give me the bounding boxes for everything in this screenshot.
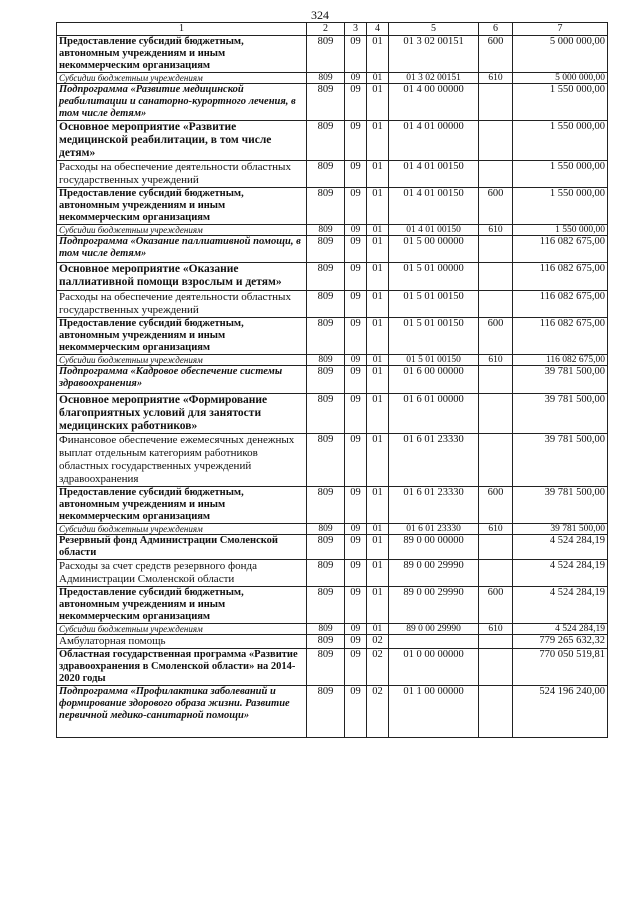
subsection-code: 01 [367, 560, 389, 587]
subsection-code: 01 [367, 188, 389, 225]
admin-code: 809 [307, 524, 345, 535]
expense-type-code: 600 [479, 487, 513, 524]
subsection-code: 02 [367, 635, 389, 649]
admin-code: 809 [307, 355, 345, 366]
section-code: 09 [345, 635, 367, 649]
admin-code: 809 [307, 225, 345, 236]
expense-type-code [479, 291, 513, 318]
subsection-code: 01 [367, 587, 389, 624]
table-row [57, 394, 608, 434]
amount: 4 524 284,19 [513, 560, 608, 587]
amount: 39 781 500,00 [513, 487, 608, 524]
subsection-code: 01 [367, 524, 389, 535]
row-name: Финансовое обеспечение ежемесячных денежных выплат отдельным категориям работников областных государственных учреждений здравоохранения [57, 434, 307, 487]
column-header: 5 [389, 23, 479, 36]
target-article-code: 01 5 01 00150 [389, 291, 479, 318]
target-article-code: 89 0 00 29990 [389, 587, 479, 624]
subsection-code: 01 [367, 84, 389, 121]
amount: 4 524 284,19 [513, 624, 608, 635]
table-row [57, 366, 608, 394]
amount: 116 082 675,00 [513, 291, 608, 318]
section-code: 09 [345, 686, 367, 738]
table-row [57, 624, 608, 635]
subsection-code: 01 [367, 73, 389, 84]
subsection-code: 01 [367, 236, 389, 263]
row-name: Основное мероприятие «Формирование благоприятных условий для занятости медицинских работников» [57, 394, 307, 434]
admin-code: 809 [307, 624, 345, 635]
section-code: 09 [345, 560, 367, 587]
admin-code: 809 [307, 649, 345, 686]
row-name: Расходы на обеспечение деятельности областных государственных учреждений [57, 291, 307, 318]
amount: 116 082 675,00 [513, 355, 608, 366]
amount: 39 781 500,00 [513, 394, 608, 434]
target-article-code: 01 4 01 00150 [389, 188, 479, 225]
row-name: Амбулаторная помощь [57, 635, 307, 649]
section-code: 09 [345, 188, 367, 225]
section-code: 09 [345, 84, 367, 121]
header-row [57, 23, 608, 36]
admin-code: 809 [307, 36, 345, 73]
expense-type-code [479, 121, 513, 161]
table-row [57, 686, 608, 738]
section-code: 09 [345, 355, 367, 366]
table-row [57, 73, 608, 84]
row-name: Областная государственная программа «Развитие здравоохранения в Смоленской области» на 2014-2020 годы [57, 649, 307, 686]
row-name: Предоставление субсидий бюджетным, автономным учреждениям и иным некоммерческим организациям [57, 188, 307, 225]
expense-type-code [479, 394, 513, 434]
subsection-code: 01 [367, 487, 389, 524]
row-name: Расходы за счет средств резервного фонда Администрации Смоленской области [57, 560, 307, 587]
amount: 4 524 284,19 [513, 535, 608, 560]
target-article-code: 89 0 00 29990 [389, 560, 479, 587]
amount: 770 050 519,81 [513, 649, 608, 686]
table-row [57, 487, 608, 524]
section-code: 09 [345, 121, 367, 161]
target-article-code: 01 3 02 00151 [389, 73, 479, 84]
target-article-code: 01 5 01 00000 [389, 263, 479, 291]
table-row [57, 236, 608, 263]
column-header: 1 [57, 23, 307, 36]
row-name: Резервный фонд Администрации Смоленской области [57, 535, 307, 560]
section-code: 09 [345, 318, 367, 355]
section-code: 09 [345, 36, 367, 73]
amount: 116 082 675,00 [513, 318, 608, 355]
expense-type-code [479, 434, 513, 487]
subsection-code: 01 [367, 263, 389, 291]
row-name: Субсидии бюджетным учреждениям [57, 624, 307, 635]
column-header: 3 [345, 23, 367, 36]
target-article-code [389, 635, 479, 649]
expense-type-code [479, 635, 513, 649]
subsection-code: 01 [367, 318, 389, 355]
admin-code: 809 [307, 686, 345, 738]
expense-type-code [479, 535, 513, 560]
row-name: Основное мероприятие «Развитие медицинской реабилитации, в том числе детям» [57, 121, 307, 161]
section-code: 09 [345, 587, 367, 624]
target-article-code: 01 4 01 00150 [389, 161, 479, 188]
table-row [57, 36, 608, 73]
expense-type-code: 610 [479, 355, 513, 366]
table-row [57, 535, 608, 560]
column-header: 2 [307, 23, 345, 36]
expense-type-code [479, 84, 513, 121]
row-name: Предоставление субсидий бюджетным, автономным учреждениям и иным некоммерческим организациям [57, 36, 307, 73]
target-article-code: 89 0 00 29990 [389, 624, 479, 635]
row-name: Подпрограмма «Профилактика заболеваний и формирование здорового образа жизни. Развитие первичной медико-санитарной помощи» [57, 686, 307, 738]
expense-type-code [479, 263, 513, 291]
expense-type-code [479, 161, 513, 188]
section-code: 09 [345, 434, 367, 487]
expense-type-code: 610 [479, 225, 513, 236]
admin-code: 809 [307, 188, 345, 225]
row-name: Основное мероприятие «Оказание паллиативной помощи взрослым и детям» [57, 263, 307, 291]
amount: 5 000 000,00 [513, 73, 608, 84]
row-name: Субсидии бюджетным учреждениям [57, 73, 307, 84]
admin-code: 809 [307, 318, 345, 355]
table-row [57, 524, 608, 535]
admin-code: 809 [307, 291, 345, 318]
target-article-code: 01 6 01 23330 [389, 487, 479, 524]
amount: 39 781 500,00 [513, 434, 608, 487]
amount: 1 550 000,00 [513, 84, 608, 121]
table-row [57, 225, 608, 236]
expense-type-code: 600 [479, 318, 513, 355]
admin-code: 809 [307, 487, 345, 524]
section-code: 09 [345, 73, 367, 84]
section-code: 09 [345, 225, 367, 236]
section-code: 09 [345, 524, 367, 535]
section-code: 09 [345, 649, 367, 686]
target-article-code: 01 6 01 23330 [389, 434, 479, 487]
row-name: Предоставление субсидий бюджетным, автономным учреждениям и иным некоммерческим организациям [57, 487, 307, 524]
amount: 1 550 000,00 [513, 225, 608, 236]
column-header: 4 [367, 23, 389, 36]
row-name: Субсидии бюджетным учреждениям [57, 225, 307, 236]
expense-type-code [479, 649, 513, 686]
admin-code: 809 [307, 587, 345, 624]
table-row [57, 291, 608, 318]
section-code: 09 [345, 291, 367, 318]
target-article-code: 89 0 00 00000 [389, 535, 479, 560]
row-name: Расходы на обеспечение деятельности областных государственных учреждений [57, 161, 307, 188]
amount: 39 781 500,00 [513, 366, 608, 394]
admin-code: 809 [307, 161, 345, 188]
target-article-code: 01 5 01 00150 [389, 318, 479, 355]
expense-type-code: 600 [479, 587, 513, 624]
table-row [57, 587, 608, 624]
admin-code: 809 [307, 434, 345, 487]
section-code: 09 [345, 535, 367, 560]
table-row [57, 560, 608, 587]
amount: 1 550 000,00 [513, 188, 608, 225]
row-name: Предоставление субсидий бюджетным, автономным учреждениям и иным некоммерческим организациям [57, 318, 307, 355]
row-name: Субсидии бюджетным учреждениям [57, 524, 307, 535]
section-code: 09 [345, 394, 367, 434]
row-name: Субсидии бюджетным учреждениям [57, 355, 307, 366]
amount: 4 524 284,19 [513, 587, 608, 624]
amount: 39 781 500,00 [513, 524, 608, 535]
table-row [57, 318, 608, 355]
subsection-code: 01 [367, 121, 389, 161]
subsection-code: 01 [367, 161, 389, 188]
amount: 1 550 000,00 [513, 161, 608, 188]
section-code: 09 [345, 236, 367, 263]
budget-table [56, 22, 608, 738]
admin-code: 809 [307, 121, 345, 161]
target-article-code: 01 6 00 00000 [389, 366, 479, 394]
expense-type-code [479, 236, 513, 263]
section-code: 09 [345, 624, 367, 635]
expense-type-code: 600 [479, 188, 513, 225]
expense-type-code [479, 366, 513, 394]
target-article-code: 01 6 01 00000 [389, 394, 479, 434]
target-article-code: 01 4 00 00000 [389, 84, 479, 121]
admin-code: 809 [307, 560, 345, 587]
table-row [57, 188, 608, 225]
table-row [57, 635, 608, 649]
table-row [57, 263, 608, 291]
target-article-code: 01 4 01 00150 [389, 225, 479, 236]
admin-code: 809 [307, 263, 345, 291]
section-code: 09 [345, 161, 367, 188]
admin-code: 809 [307, 635, 345, 649]
section-code: 09 [345, 366, 367, 394]
row-name: Подпрограмма «Оказание паллиативной помощи, в том числе детям» [57, 236, 307, 263]
target-article-code: 01 5 00 00000 [389, 236, 479, 263]
subsection-code: 02 [367, 686, 389, 738]
subsection-code: 01 [367, 434, 389, 487]
expense-type-code: 600 [479, 36, 513, 73]
target-article-code: 01 4 01 00000 [389, 121, 479, 161]
table-row [57, 161, 608, 188]
subsection-code: 01 [367, 355, 389, 366]
subsection-code: 01 [367, 394, 389, 434]
admin-code: 809 [307, 236, 345, 263]
subsection-code: 02 [367, 649, 389, 686]
target-article-code: 01 0 00 00000 [389, 649, 479, 686]
subsection-code: 01 [367, 36, 389, 73]
amount: 116 082 675,00 [513, 263, 608, 291]
subsection-code: 01 [367, 535, 389, 560]
amount: 116 082 675,00 [513, 236, 608, 263]
table-row [57, 434, 608, 487]
subsection-code: 01 [367, 366, 389, 394]
row-name: Предоставление субсидий бюджетным, автономным учреждениям и иным некоммерческим организациям [57, 587, 307, 624]
expense-type-code: 610 [479, 73, 513, 84]
section-code: 09 [345, 487, 367, 524]
expense-type-code: 610 [479, 524, 513, 535]
table-row [57, 84, 608, 121]
row-name: Подпрограмма «Кадровое обеспечение системы здравоохранения» [57, 366, 307, 394]
table-row [57, 121, 608, 161]
page-number: 324 [311, 8, 329, 22]
amount: 779 265 632,32 [513, 635, 608, 649]
table-row [57, 355, 608, 366]
target-article-code: 01 1 00 00000 [389, 686, 479, 738]
section-code: 09 [345, 263, 367, 291]
subsection-code: 01 [367, 291, 389, 318]
admin-code: 809 [307, 535, 345, 560]
subsection-code: 01 [367, 624, 389, 635]
admin-code: 809 [307, 73, 345, 84]
amount: 1 550 000,00 [513, 121, 608, 161]
subsection-code: 01 [367, 225, 389, 236]
target-article-code: 01 6 01 23330 [389, 524, 479, 535]
column-header: 6 [479, 23, 513, 36]
admin-code: 809 [307, 366, 345, 394]
table-row [57, 649, 608, 686]
amount: 524 196 240,00 [513, 686, 608, 738]
admin-code: 809 [307, 84, 345, 121]
expense-type-code [479, 686, 513, 738]
expense-type-code [479, 560, 513, 587]
column-header: 7 [513, 23, 608, 36]
amount: 5 000 000,00 [513, 36, 608, 73]
admin-code: 809 [307, 394, 345, 434]
expense-type-code: 610 [479, 624, 513, 635]
target-article-code: 01 3 02 00151 [389, 36, 479, 73]
target-article-code: 01 5 01 00150 [389, 355, 479, 366]
row-name: Подпрограмма «Развитие медицинской реабилитации и санаторно-курортного лечения, в том числе детям» [57, 84, 307, 121]
